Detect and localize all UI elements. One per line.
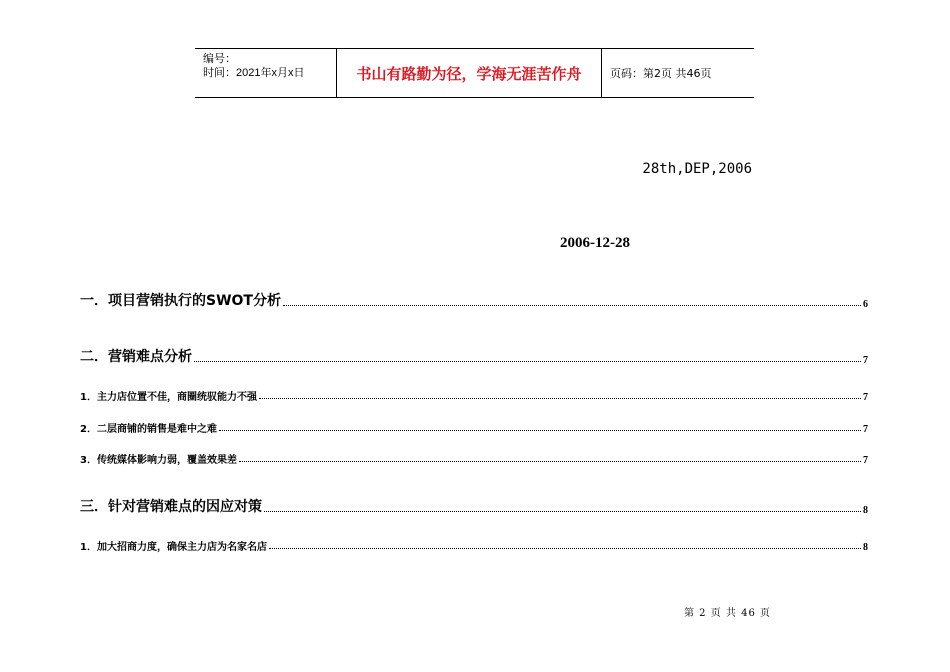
toc-leader <box>219 429 861 431</box>
toc-entry-page: 8 <box>863 505 868 516</box>
toc-entry[interactable] <box>80 420 868 435</box>
toc-entry[interactable] <box>80 346 868 366</box>
doc-date-label: 时间：2021年x月x日 <box>203 67 305 79</box>
toc-leader <box>239 460 861 462</box>
toc-entry-page: 7 <box>863 455 868 466</box>
toc-leader <box>269 547 861 549</box>
page-header-table <box>195 48 754 98</box>
page-footer: 第 2 页 共 46 页 <box>684 608 771 619</box>
toc-entry-page: 6 <box>863 299 868 310</box>
toc-entry[interactable] <box>80 538 868 553</box>
toc-entry-page: 7 <box>863 424 868 435</box>
toc-entry-label: 一．项目营销执行的SWOT分析 <box>80 293 281 309</box>
toc-entry-label: 3．传统媒体影响力弱，覆盖效果差 <box>80 455 237 466</box>
toc-entry-page: 7 <box>863 392 868 403</box>
toc-leader <box>194 360 861 362</box>
toc-leader <box>283 304 861 306</box>
toc-leader <box>264 510 861 512</box>
english-date: 28th,DEP,2006 <box>642 161 752 177</box>
toc-entry-label: 2．二层商铺的销售是难中之难 <box>80 424 217 435</box>
toc-leader <box>259 397 861 399</box>
header-page-info: 页码：第2页 共46页 <box>610 67 712 80</box>
toc-entry-label: 二．营销难点分析 <box>80 349 192 365</box>
toc-entry-label: 1．加大招商力度，确保主力店为名家名店 <box>80 542 267 553</box>
toc-entry-label: 1．主力店位置不佳，商圈统驭能力不强 <box>80 392 257 403</box>
numeric-date: 2006-12-28 <box>560 235 630 251</box>
toc-entry-page: 7 <box>863 355 868 366</box>
toc-entry[interactable] <box>80 388 868 403</box>
toc-entry[interactable] <box>80 496 868 516</box>
toc-entry-label: 三．针对营销难点的因应对策 <box>80 499 262 515</box>
toc-entry-page: 8 <box>863 542 868 553</box>
header-meta-cell <box>195 49 337 97</box>
toc-entry[interactable] <box>80 451 868 466</box>
doc-number-label: 编号： <box>203 53 236 65</box>
header-motto: 书山有路勤为径，学海无涯苦作舟 <box>337 49 602 97</box>
toc-entry[interactable] <box>80 290 868 310</box>
